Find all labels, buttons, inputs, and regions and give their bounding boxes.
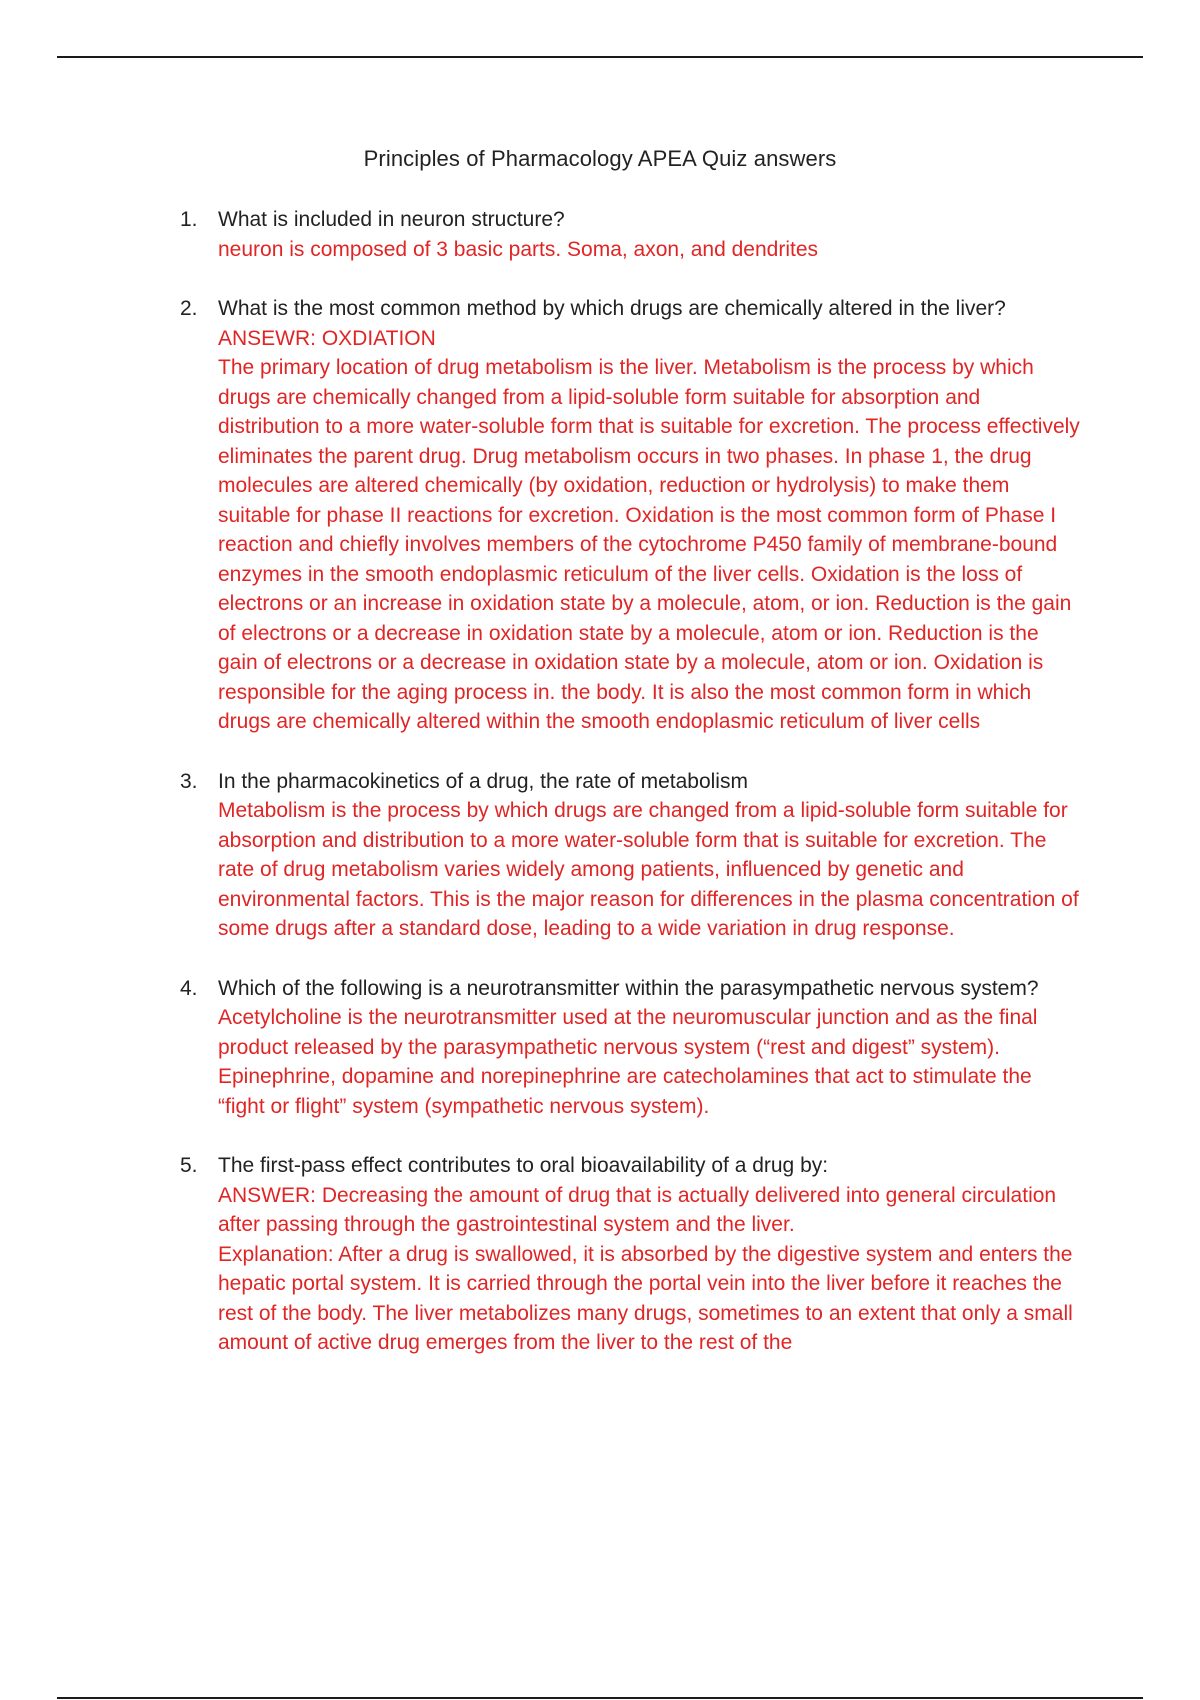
answer-text: Acetylcholine is the neurotransmitter used at the neuromuscular junction and as the final product released by the parasympathetic nervous system (“rest and digest” system). Epinephrine, dopamine and norepinephrine are catecholamines that act to stimulate the “fight or flight” system (sympathetic nervous system). xyxy=(218,1006,1038,1118)
question-text: In the pharmacokinetics of a drug, the rate of metabolism xyxy=(218,769,748,793)
answer-explanation: The primary location of drug metabolism is the liver. Metabolism is the process by which drugs are chemically changed from a lipid-soluble form suitable for absorption and distribution to a more water-soluble form that is suitable for excretion. The process effectively eliminates the parent drug. Drug metabolism occurs in two phases. In phase 1, the drug molecules are altered chemically (by oxidation, reduction or hydrolysis) to make them suitable for phase II reactions for excretion. Oxidation is the most common form of Phase I reaction and chiefly involves members of the cytochrome P450 family of membrane-bound enzymes in the smooth endoplasmic reticulum of the liver cells. Oxidation is the loss of electrons or an increase in oxidation state by a molecule, atom, or ion. Reduction is the gain of electrons or a decrease in oxidation state by a molecule, atom or ion. Reduction is the gain of electrons or a decrease in oxidation state by a molecule, atom or ion. Oxidation is responsible for the aging process in. the body. It is also the most common form in which drugs are chemically altered within the smooth endoplasmic reticulum of liver cells xyxy=(218,356,1080,733)
question-text: Which of the following is a neurotransmitter within the parasympathetic nervous system? xyxy=(218,976,1039,1000)
footer-rule xyxy=(57,1697,1143,1699)
answer-text: Metabolism is the process by which drugs are changed from a lipid-soluble form suitable for absorption and distribution to a more water-soluble form that is suitable for excretion. The rate of drug metabolism varies widely among patients, influenced by genetic and environmental factors. This is the major reason for differences in the plasma concentration of some drugs after a standard dose, leading to a wide variation in drug response. xyxy=(218,799,1079,940)
answer-text: neuron is composed of 3 basic parts. Soma, axon, and dendrites xyxy=(218,237,819,261)
question-text: The first-pass effect contributes to oral bioavailability of a drug by: xyxy=(218,1154,829,1177)
question-text: What is included in neuron structure? xyxy=(218,208,565,231)
document-title: Principles of Pharmacology APEA Quiz answers xyxy=(363,146,837,171)
question-number: 1. xyxy=(180,208,198,231)
answer-explanation: Explanation: After a drug is swallowed, it is absorbed by the digestive system and enters the hepatic portal system. It is carried through the portal vein into the liver before it reaches the rest of the body. The liver metabolizes many drugs, sometimes to an extent that only a small amount of active drug emerges from the liver to the rest of the xyxy=(218,1242,1073,1354)
answer-label: ANSEWR: OXDIATION xyxy=(218,326,436,350)
question-list xyxy=(180,205,1080,1388)
question-item xyxy=(180,205,1080,264)
header-rule xyxy=(57,56,1143,58)
question-item xyxy=(180,767,1080,944)
question-number: 2. xyxy=(180,297,198,320)
answer-label: ANSWER: Decreasing the amount of drug that is actually delivered into general circulation after passing through the gastrointestinal system and the liver. xyxy=(218,1183,1057,1236)
question-number: 4. xyxy=(180,976,198,1000)
question-item xyxy=(180,974,1080,1122)
question-text: What is the most common method by which drugs are chemically altered in the liver? xyxy=(218,297,1006,320)
question-item xyxy=(180,294,1080,737)
question-item xyxy=(180,1151,1080,1358)
question-number: 5. xyxy=(180,1154,198,1177)
question-number: 3. xyxy=(180,769,198,793)
